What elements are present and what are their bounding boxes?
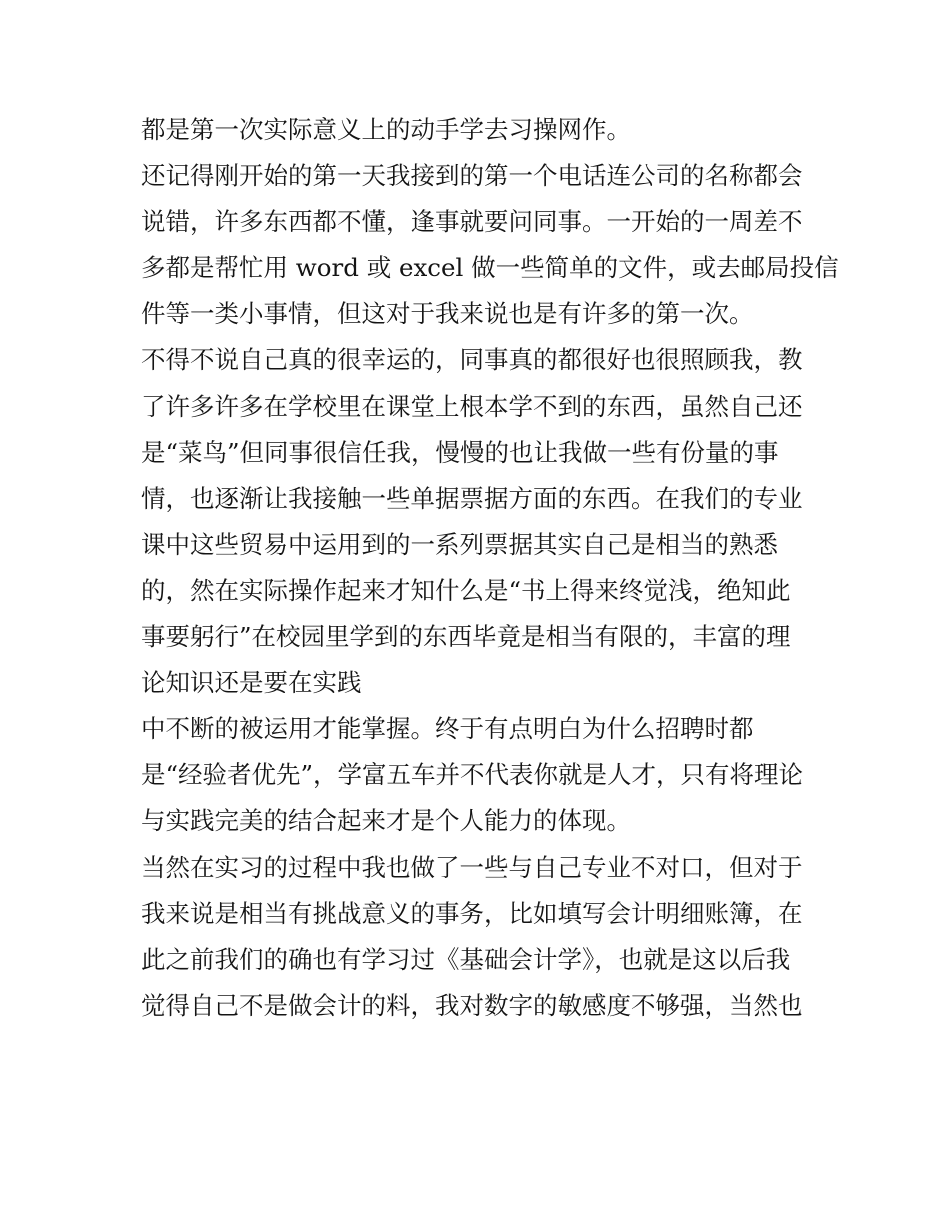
- text-line: 论知识还是要在实践: [141, 668, 362, 698]
- text-line: 不得不说自己真的很幸运的，同事真的都很好也很照顾我，教: [141, 345, 803, 375]
- text-line: 中不断的被运用才能掌握。终于有点明白为什么招聘时都: [141, 714, 754, 744]
- text-line: 的，然在实际操作起来才知什么是“书上得来终觉浅，绝知此: [141, 575, 791, 605]
- text-line: 多都是帮忙用 word 或 excel 做一些简单的文件，或去邮局投信: [141, 253, 839, 283]
- text-line: 说错，许多东西都不懂，逢事就要问同事。一开始的一周差不: [141, 207, 803, 237]
- text-line: 还记得刚开始的第一天我接到的第一个电话连公司的名称都会: [141, 161, 803, 191]
- text-line: 都是第一次实际意义上的动手学去习操网作。: [141, 115, 631, 144]
- text-line: 情，也逐渐让我接触一些单据票据方面的东西。在我们的专业: [141, 483, 803, 513]
- text-line: 是“菜鸟”但同事很信任我，慢慢的也让我做一些有份量的事: [141, 437, 779, 467]
- text-line: 当然在实习的过程中我也做了一些与自己专业不对口，但对于: [141, 852, 803, 882]
- text-line: 课中这些贸易中运用到的一系列票据其实自己是相当的熟悉: [141, 529, 778, 559]
- text-line: 与实践完美的结合起来才是个人能力的体现。: [141, 806, 631, 836]
- text-line: 是“经验者优先”，学富五车并不代表你就是人才，只有将理论: [141, 760, 804, 790]
- text-line: 我来说是相当有挑战意义的事务，比如填写会计明细账簿，在: [141, 898, 803, 928]
- text-line: 件等一类小事情，但这对于我来说也是有许多的第一次。: [141, 299, 754, 329]
- document-body: [141, 107, 839, 1029]
- text-line: 事要躬行”在校园里学到的东西毕竟是相当有限的，丰富的理: [141, 622, 791, 652]
- text-line: 此之前我们的确也有学习过《基础会计学》，也就是这以后我: [141, 944, 791, 974]
- text-line: 觉得自己不是做会计的料，我对数字的敏感度不够强，当然也: [141, 990, 803, 1020]
- text-line: 了许多许多在学校里在课堂上根本学不到的东西，虽然自己还: [141, 391, 803, 421]
